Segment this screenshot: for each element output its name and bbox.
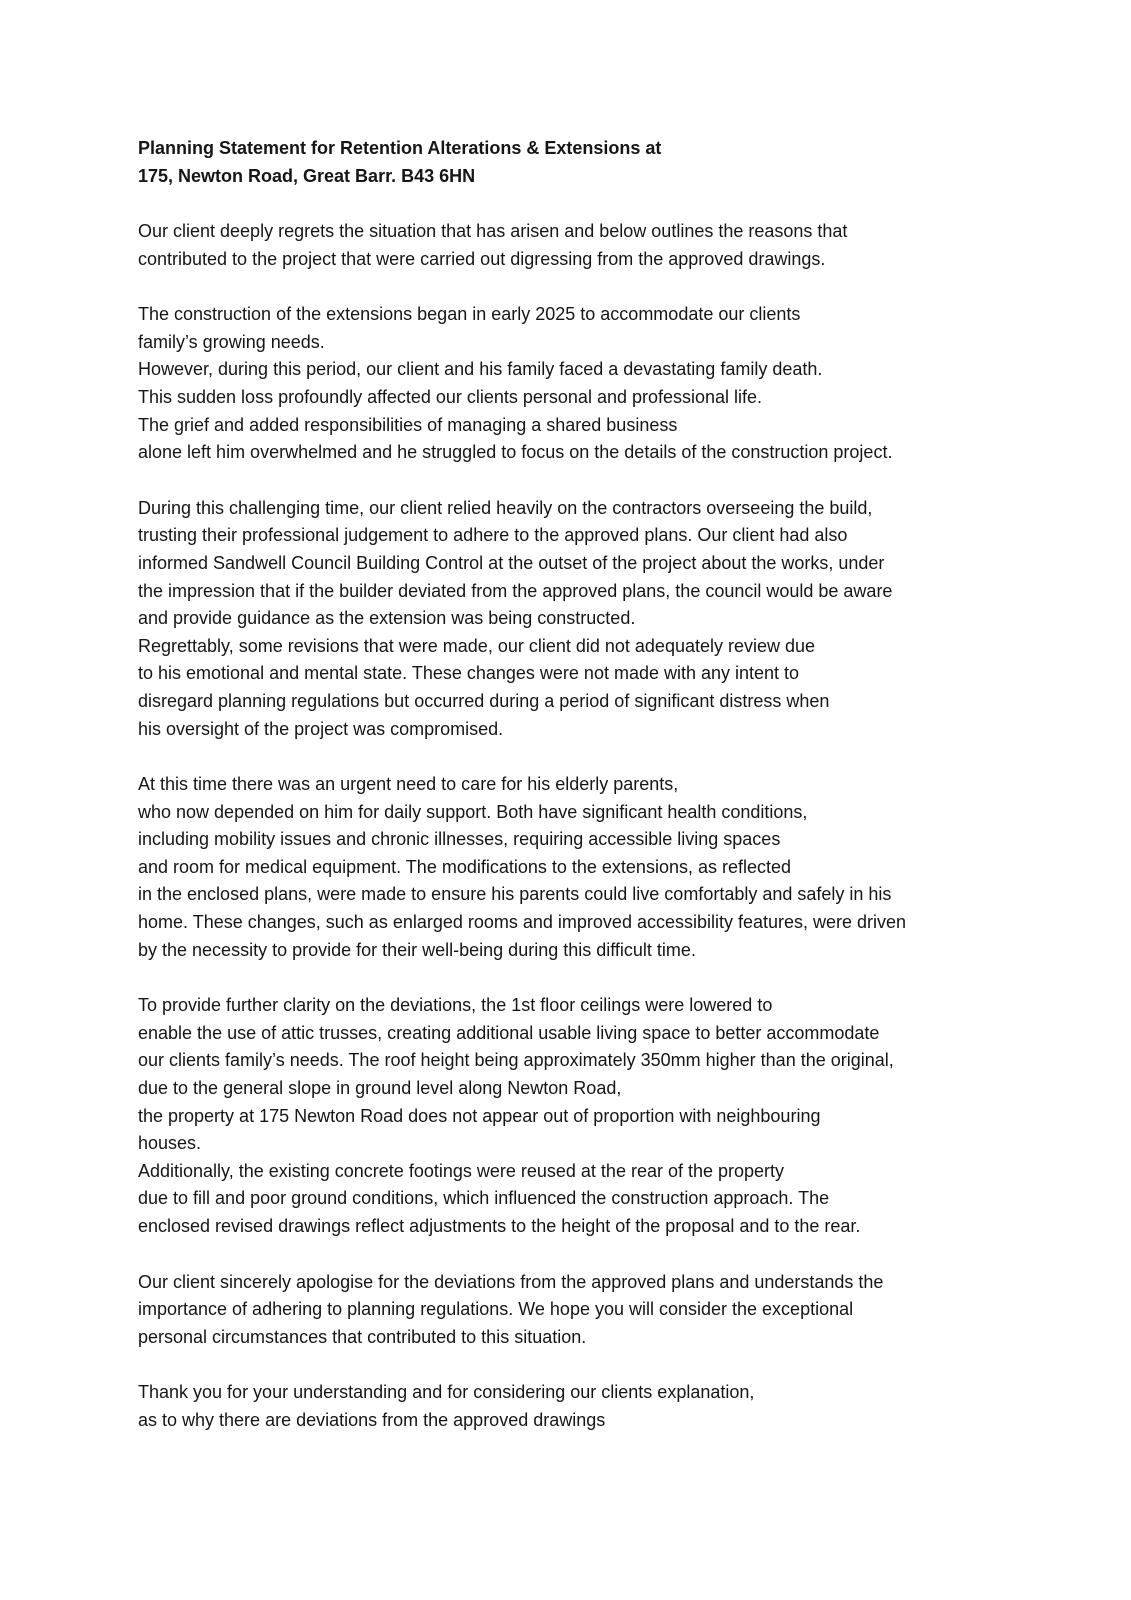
text-line: Thank you for your understanding and for considering our clients explanation, xyxy=(138,1382,755,1403)
text-line: Our client sincerely apologise for the deviations from the approved plans and understands the xyxy=(138,1271,884,1292)
document-title xyxy=(138,134,1018,190)
text-line: home. These changes, such as enlarged rooms and improved accessibility features, were driven xyxy=(138,912,907,933)
text-line: by the necessity to provide for their well-being during this difficult time. xyxy=(138,939,696,960)
text-line: enable the use of attic trusses, creating additional usable living space to better accommodate xyxy=(138,1022,880,1043)
text-line: in the enclosed plans, were made to ensure his parents could live comfortably and safely in his xyxy=(138,884,892,905)
text-line: due to the general slope in ground level along Newton Road, xyxy=(138,1078,622,1099)
text-line: The construction of the extensions began in early 2025 to accommodate our clients xyxy=(138,304,801,325)
text-line: disregard planning regulations but occurred during a period of significant distress when xyxy=(138,690,830,711)
paragraph-intro xyxy=(138,218,1018,273)
text-line: the impression that if the builder deviated from the approved plans, the council would be aware xyxy=(138,580,893,601)
text-line: due to fill and poor ground conditions, which influenced the construction approach. The xyxy=(138,1188,830,1209)
paragraph-deviation-details xyxy=(138,992,1018,1240)
text-line: and room for medical equipment. The modifications to the extensions, as reflected xyxy=(138,856,792,877)
paragraph-construction-background xyxy=(138,301,1018,467)
text-line: houses. xyxy=(138,1133,202,1154)
title-line: 175, Newton Road, Great Barr. B43 6HN xyxy=(138,166,476,186)
text-line: and provide guidance as the extension was being constructed. xyxy=(138,608,636,629)
text-line: Our client deeply regrets the situation that has arisen and below outlines the reasons that xyxy=(138,221,848,241)
text-line: including mobility issues and chronic illnesses, requiring accessible living spaces xyxy=(138,829,781,850)
text-line: his oversight of the project was compromised. xyxy=(138,718,504,739)
text-line: importance of adhering to planning regulations. We hope you will consider the exceptional xyxy=(138,1299,854,1320)
text-line: to his emotional and mental state. These changes were not made with any intent to xyxy=(138,663,800,684)
text-line: family’s growing needs. xyxy=(138,331,325,352)
text-line: personal circumstances that contributed to this situation. xyxy=(138,1326,587,1347)
text-line: the property at 175 Newton Road does not appear out of proportion with neighbouring xyxy=(138,1105,821,1126)
text-line: our clients family’s needs. The roof height being approximately 350mm higher than the original, xyxy=(138,1050,894,1071)
text-line: contributed to the project that were carried out digressing from the approved drawings. xyxy=(138,248,826,269)
text-line: Additionally, the existing concrete footings were reused at the rear of the property xyxy=(138,1160,785,1181)
title-line: Planning Statement for Retention Alterations & Extensions at xyxy=(138,138,662,158)
text-line: Regrettably, some revisions that were made, our client did not adequately review due xyxy=(138,635,816,656)
text-line: To provide further clarity on the deviations, the 1st floor ceilings were lowered to xyxy=(138,995,773,1016)
text-line: as to why there are deviations from the approved drawings xyxy=(138,1409,606,1430)
text-line: alone left him overwhelmed and he struggled to focus on the details of the construction project. xyxy=(138,442,893,463)
paragraph-apology xyxy=(138,1269,1018,1352)
text-line: The grief and added responsibilities of managing a shared business xyxy=(138,414,678,435)
paragraph-closing xyxy=(138,1379,1018,1434)
text-line: who now depended on him for daily support. Both have significant health conditions, xyxy=(138,801,808,822)
text-line: trusting their professional judgement to adhere to the approved plans. Our client had also xyxy=(138,525,848,546)
paragraph-contractor-reliance xyxy=(138,495,1018,743)
text-line: During this challenging time, our client relied heavily on the contractors overseeing the build, xyxy=(138,497,873,518)
document-body xyxy=(138,134,1018,1435)
text-line: informed Sandwell Council Building Control at the outset of the project about the works, under xyxy=(138,552,885,573)
paragraph-elderly-parents xyxy=(138,771,1018,964)
text-line: This sudden loss profoundly affected our clients personal and professional life. xyxy=(138,386,763,407)
text-line: enclosed revised drawings reflect adjustments to the height of the proposal and to the rear. xyxy=(138,1216,861,1236)
text-line: At this time there was an urgent need to care for his elderly parents, xyxy=(138,774,679,795)
text-line: However, during this period, our client and his family faced a devastating family death. xyxy=(138,359,823,380)
